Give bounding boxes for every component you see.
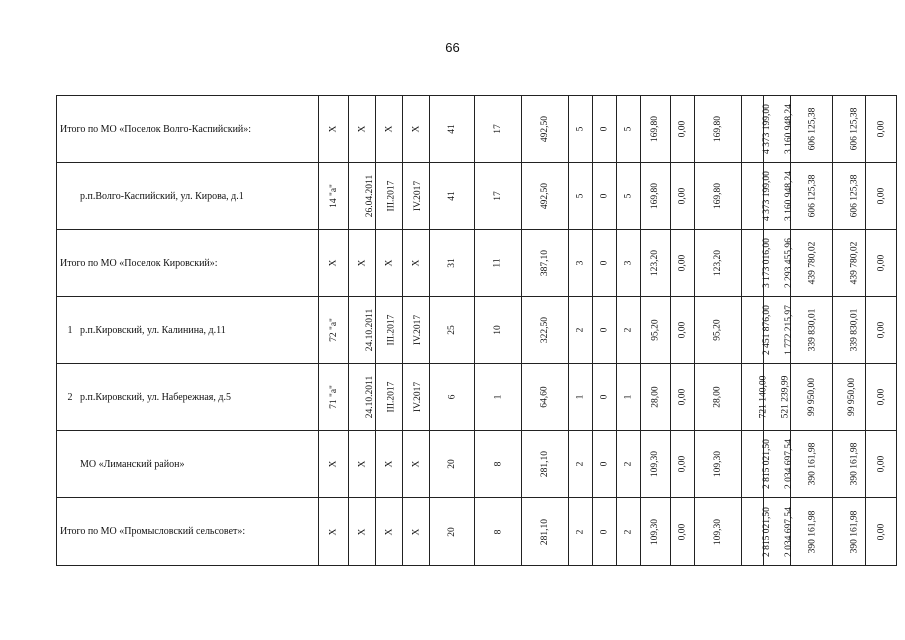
table-cell [522, 498, 569, 566]
cell-value: 322,50 [540, 316, 550, 344]
cell-value: 1 [493, 394, 503, 400]
table-cell [671, 364, 695, 431]
cell-value: 8 [493, 461, 503, 467]
table-cell [430, 230, 475, 297]
table-cell [866, 297, 897, 364]
cell-value: 439 780,02 [807, 241, 818, 285]
cell-value: 5 [575, 126, 586, 132]
cell-value: 123,20 [713, 249, 723, 277]
page-number: 66 [445, 40, 460, 55]
table-cell [349, 498, 376, 566]
cell-value: 281,10 [540, 450, 550, 478]
cell-value: 8 [493, 529, 503, 534]
table-row [57, 96, 897, 163]
cell-value: 5 [623, 193, 634, 199]
cell-value: III.2017 [386, 180, 397, 212]
table-cell [617, 498, 641, 566]
cell-value: 123,20 [650, 249, 661, 277]
table-cell [833, 96, 866, 163]
table-cell [430, 364, 475, 431]
table-cell [569, 96, 593, 163]
row-label-cell [57, 498, 319, 566]
cell-value: 0,00 [876, 254, 886, 272]
table-cell [593, 96, 617, 163]
table-cell [349, 96, 376, 163]
cell-value: 169,80 [650, 182, 661, 210]
cell-value: 3 160 948,24 [783, 171, 794, 221]
cell-value: 3 [623, 260, 634, 266]
table-cell [319, 498, 349, 566]
row-name: МО «Лиманский район» [80, 458, 185, 470]
table-cell [475, 297, 522, 364]
cell-value: 2 [623, 461, 634, 467]
table-cell [641, 163, 671, 230]
table-cell [742, 364, 769, 431]
table-cell [617, 364, 641, 431]
row-name: Итого по МО «Поселок Волго-Каспийский»: [60, 123, 252, 135]
table-cell [430, 431, 475, 498]
table-cell [430, 163, 475, 230]
cell-value: Х [328, 528, 339, 535]
table-cell [833, 364, 866, 431]
table-cell [791, 297, 833, 364]
table-cell [569, 297, 593, 364]
cell-value: Х [384, 528, 394, 535]
table-cell [641, 431, 671, 498]
cell-value: 0 [599, 529, 610, 534]
table-cell [319, 163, 349, 230]
cell-value: 20 [447, 526, 457, 537]
table-cell [403, 163, 430, 230]
table-cell [349, 163, 376, 230]
cell-value: 2 815 021,50 [761, 506, 772, 557]
cell-value: Х [411, 125, 421, 133]
cell-value: 3 173 016,00 [761, 238, 772, 288]
table-cell [376, 498, 403, 566]
row-number: 1 [67, 324, 73, 336]
cell-value: 721 140,00 [758, 375, 769, 419]
table-cell [671, 498, 695, 566]
table-cell [569, 498, 593, 566]
row-label-cell [57, 297, 319, 364]
table-cell [569, 163, 593, 230]
table-cell [475, 431, 522, 498]
table-cell [866, 163, 897, 230]
cell-value: 24.10.2011 [365, 375, 376, 419]
table-cell [349, 230, 376, 297]
table-cell [641, 96, 671, 163]
table-cell [403, 96, 430, 163]
cell-value: 606 125,38 [807, 174, 818, 218]
row-name: р.п.Кировский, ул. Набережная, д.5 [80, 391, 231, 403]
cell-value: 0 [599, 126, 610, 132]
cell-value: 6 [447, 394, 457, 400]
table-cell [695, 230, 742, 297]
cell-value: 4 373 199,00 [761, 104, 772, 154]
row-name: Итого по МО «Промысловский сельсовет»: [60, 526, 246, 537]
table-cell [376, 163, 403, 230]
table-cell [593, 163, 617, 230]
table-cell [791, 498, 833, 566]
cell-value: 390 161,98 [807, 442, 818, 486]
table-cell [641, 230, 671, 297]
table-cell [475, 96, 522, 163]
cell-value: 2 293 455,96 [783, 238, 794, 288]
table-cell [376, 96, 403, 163]
table-cell [833, 431, 866, 498]
table-cell [695, 163, 742, 230]
table-cell [641, 498, 671, 566]
table-cell [833, 163, 866, 230]
table-cell [593, 431, 617, 498]
table-cell [671, 163, 695, 230]
table-cell [593, 498, 617, 566]
cell-value: Х [357, 460, 367, 468]
cell-value: 606 125,38 [849, 107, 860, 151]
table-row [57, 230, 897, 297]
cell-value: 0,00 [876, 120, 886, 138]
table-cell [319, 431, 349, 498]
cell-value: 41 [447, 124, 457, 134]
table-cell [742, 431, 772, 498]
cell-value: IV.2017 [413, 180, 424, 212]
table-cell [522, 297, 569, 364]
cell-value: Х [357, 528, 367, 535]
cell-value: 5 [623, 126, 634, 132]
cell-value: 72 "а" [328, 318, 339, 342]
table-cell [671, 431, 695, 498]
table-cell [866, 96, 897, 163]
table-cell [475, 498, 522, 566]
cell-value: 4 373 199,00 [761, 171, 772, 221]
cell-value: 339 830,01 [849, 308, 860, 352]
table-cell [522, 163, 569, 230]
table-row [57, 431, 897, 498]
table-cell [475, 230, 522, 297]
cell-value: Х [384, 460, 394, 468]
row-name: Итого по МО «Поселок Кировский»: [60, 257, 218, 269]
table-cell [593, 297, 617, 364]
cell-value: Х [328, 125, 339, 133]
cell-value: 3 160 948,24 [783, 104, 794, 154]
table-cell [671, 96, 695, 163]
cell-value: 2 034 697,54 [783, 439, 794, 489]
table-row [57, 498, 897, 566]
table-row [57, 163, 897, 230]
table-cell [376, 230, 403, 297]
table-cell [617, 297, 641, 364]
row-label-cell [57, 96, 319, 163]
cell-value: 24.10.2011 [365, 308, 376, 352]
cell-value: 0,00 [876, 455, 886, 473]
cell-value: 0,00 [876, 187, 886, 205]
cell-value: 109,30 [713, 450, 723, 478]
table-cell [475, 163, 522, 230]
table-cell [522, 230, 569, 297]
cell-value: 99 950,00 [847, 378, 857, 416]
cell-value: 0,00 [876, 388, 886, 406]
cell-value: IV.2017 [413, 381, 424, 413]
table-cell [791, 431, 833, 498]
cell-value: 0,00 [677, 321, 688, 339]
table-cell [742, 230, 772, 297]
cell-value: 17 [493, 124, 503, 134]
table-cell [569, 364, 593, 431]
cell-value: Х [411, 259, 421, 267]
table-cell [641, 364, 671, 431]
cell-value: 20 [447, 459, 457, 469]
row-name: р.п.Волго-Каспийский, ул. Кирова, д.1 [80, 190, 244, 202]
cell-value: 17 [493, 191, 503, 201]
cell-value: 2 [623, 529, 634, 534]
cell-value: 109,30 [650, 518, 661, 545]
table-cell [866, 431, 897, 498]
cell-value: 71 "а" [328, 385, 339, 409]
row-name: р.п.Кировский, ул. Калинина, д.11 [80, 324, 226, 336]
table-cell [319, 230, 349, 297]
table-cell [319, 297, 349, 364]
table-cell [742, 297, 772, 364]
cell-value: 0,00 [876, 321, 886, 339]
cell-value: 2 [575, 529, 586, 534]
table-cell [593, 364, 617, 431]
row-label-cell [57, 230, 319, 297]
table-cell [522, 364, 569, 431]
cell-value: 169,80 [713, 182, 723, 210]
table-cell [522, 96, 569, 163]
table-cell [569, 431, 593, 498]
table-row [57, 364, 897, 431]
cell-value: 95,20 [713, 319, 723, 341]
table-cell [742, 96, 772, 163]
table-cell [376, 431, 403, 498]
cell-value: 0 [599, 461, 610, 467]
table-cell [695, 297, 742, 364]
table-cell [791, 364, 833, 431]
cell-value: 606 125,38 [807, 107, 818, 151]
table-cell [403, 297, 430, 364]
table-row [57, 297, 897, 364]
cell-value: 2 451 876,00 [761, 305, 772, 355]
cell-value: III.2017 [386, 381, 397, 413]
table-cell [866, 230, 897, 297]
cell-value: 2 815 021,50 [761, 439, 772, 489]
table-cell [569, 230, 593, 297]
cell-value: 64,60 [540, 386, 550, 408]
cell-value: 606 125,38 [849, 174, 860, 218]
cell-value: 28,00 [650, 386, 661, 408]
table-cell [695, 431, 742, 498]
cell-value: 14 "а" [328, 184, 339, 208]
table-cell [695, 364, 742, 431]
cell-value: 2 [575, 461, 586, 467]
table-cell [617, 230, 641, 297]
cell-value: 0 [599, 193, 610, 199]
table-cell [319, 364, 349, 431]
cell-value: 3 [575, 260, 586, 266]
table-cell [430, 96, 475, 163]
cell-value: 281,10 [540, 518, 550, 545]
cell-value: 0 [599, 260, 610, 266]
table-cell [866, 498, 897, 566]
table-cell [833, 230, 866, 297]
cell-value: 492,50 [540, 182, 550, 210]
cell-value: 109,30 [650, 450, 661, 478]
cell-value: 2 [623, 327, 634, 333]
cell-value: 0,00 [677, 523, 688, 540]
cell-value: 0 [599, 394, 610, 400]
table-cell [791, 96, 833, 163]
table-cell [319, 96, 349, 163]
table-cell [376, 364, 403, 431]
cell-value: 0,00 [876, 523, 886, 540]
table-cell [671, 297, 695, 364]
cell-value: 41 [447, 191, 457, 201]
table-cell [833, 297, 866, 364]
table-cell [617, 163, 641, 230]
cell-value: 387,10 [540, 249, 550, 277]
table-cell [403, 364, 430, 431]
table-cell [349, 431, 376, 498]
cell-value: 31 [447, 258, 457, 268]
cell-value: 1 772 215,97 [783, 305, 794, 355]
table-cell [403, 431, 430, 498]
table-cell [522, 431, 569, 498]
cell-value: 521 239,99 [780, 375, 791, 419]
row-number: 2 [67, 391, 73, 403]
cell-value: 11 [493, 258, 503, 268]
cell-value: Х [384, 259, 394, 267]
cell-value: III.2017 [386, 314, 397, 346]
table-cell [742, 163, 772, 230]
table-cell [349, 297, 376, 364]
table-cell [866, 364, 897, 431]
cell-value: 10 [493, 325, 503, 335]
table-cell [403, 230, 430, 297]
cell-value: 2 034 697,54 [783, 506, 794, 557]
cell-value: 0,00 [677, 254, 688, 272]
cell-value: Х [357, 125, 367, 133]
cell-value: 439 780,02 [849, 241, 860, 285]
cell-value: Х [328, 259, 339, 267]
table-cell [376, 297, 403, 364]
cell-value: 0,00 [677, 455, 688, 473]
row-label-cell [57, 163, 319, 230]
table-cell [349, 364, 376, 431]
table-cell [791, 163, 833, 230]
cell-value: 2 [575, 327, 586, 333]
table-cell [695, 96, 742, 163]
cell-value: 169,80 [713, 115, 723, 143]
cell-value: 0 [599, 327, 610, 333]
table-cell [617, 96, 641, 163]
cell-value: IV.2017 [413, 314, 424, 346]
table-cell [671, 230, 695, 297]
cell-value: 99 950,00 [806, 378, 817, 416]
cell-value: 1 [623, 394, 634, 400]
table-cell [791, 230, 833, 297]
table-cell [403, 498, 430, 566]
table-cell [430, 297, 475, 364]
cell-value: 339 830,01 [807, 308, 818, 352]
cell-value: 492,50 [540, 115, 550, 143]
table-cell [593, 230, 617, 297]
row-label-cell [57, 364, 319, 431]
cell-value: 25 [447, 325, 457, 335]
cell-value: 28,00 [713, 386, 723, 408]
cell-value: 109,30 [713, 518, 723, 545]
cell-value: 390 161,98 [849, 442, 860, 486]
table-cell [641, 297, 671, 364]
cell-value: 0,00 [677, 388, 688, 406]
cell-value: 390 161,98 [849, 510, 860, 553]
cell-value: Х [357, 259, 367, 267]
cell-value: 1 [575, 394, 586, 400]
cell-value: 169,80 [650, 115, 661, 143]
cell-value: Х [411, 528, 421, 535]
cell-value: Х [411, 460, 421, 468]
cell-value: 0,00 [677, 120, 688, 138]
cell-value: Х [328, 460, 339, 468]
cell-value: 26.04.2011 [365, 174, 376, 218]
data-table [56, 95, 897, 566]
table-cell [695, 498, 742, 566]
cell-value: Х [384, 125, 394, 133]
row-label-cell [57, 431, 319, 498]
table-cell [833, 498, 866, 566]
table-cell [617, 431, 641, 498]
table-cell [742, 498, 772, 566]
cell-value: 95,20 [650, 319, 661, 341]
table-cell [430, 498, 475, 566]
cell-value: 5 [575, 193, 586, 199]
cell-value: 0,00 [677, 187, 688, 205]
cell-value: 390 161,98 [807, 510, 818, 553]
table-cell [475, 364, 522, 431]
